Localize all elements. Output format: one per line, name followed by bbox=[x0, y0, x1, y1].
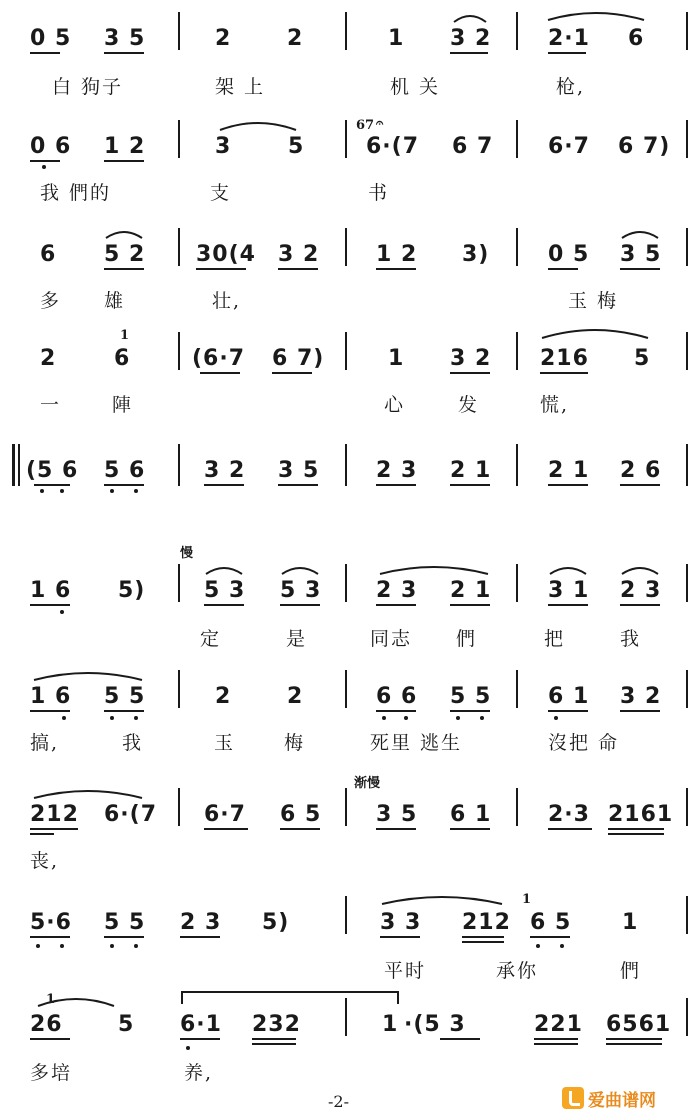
note: 3 1 bbox=[548, 578, 590, 603]
barline bbox=[345, 788, 347, 826]
lyric: 发 bbox=[458, 394, 480, 416]
lyric: 机 关 bbox=[390, 76, 441, 98]
note: 5) bbox=[262, 910, 290, 935]
note: 3 2 bbox=[620, 684, 662, 709]
note: 6 5 bbox=[530, 910, 572, 935]
note: 1 2 bbox=[104, 134, 146, 159]
note: 5·6 bbox=[30, 910, 72, 935]
note: 2 1 bbox=[450, 578, 492, 603]
underline bbox=[280, 604, 320, 606]
lyric: 玉 梅 bbox=[568, 290, 619, 312]
low-octave-dot bbox=[110, 716, 114, 720]
slur bbox=[378, 562, 490, 576]
slur bbox=[36, 994, 116, 1008]
lyric: 梅 bbox=[284, 732, 306, 754]
low-octave-dot bbox=[536, 944, 540, 948]
lyric: 枪, bbox=[556, 76, 586, 98]
underline bbox=[104, 936, 144, 938]
underline bbox=[104, 268, 144, 270]
note: (6·7 bbox=[192, 346, 246, 371]
underline bbox=[548, 52, 586, 54]
note: 2 bbox=[215, 684, 232, 709]
underline bbox=[30, 828, 78, 830]
score-row-7 bbox=[0, 666, 700, 766]
note: 6 7) bbox=[272, 346, 325, 371]
underline bbox=[548, 268, 578, 270]
barline bbox=[686, 444, 688, 486]
underline bbox=[104, 52, 144, 54]
note: 3 2 bbox=[450, 26, 492, 51]
score-row-6 bbox=[0, 540, 700, 650]
underline bbox=[104, 484, 144, 486]
underline bbox=[204, 604, 244, 606]
underline bbox=[440, 1038, 480, 1040]
underline bbox=[540, 372, 588, 374]
barline bbox=[345, 120, 347, 158]
lyric: 同志 bbox=[370, 628, 413, 650]
underline bbox=[620, 268, 660, 270]
underline bbox=[30, 833, 54, 835]
note: 2 bbox=[40, 346, 57, 371]
note: 1 bbox=[382, 1012, 399, 1037]
underline bbox=[376, 710, 416, 712]
lyric: 支 bbox=[210, 182, 232, 204]
note: 6 7 bbox=[452, 134, 494, 159]
slur bbox=[32, 668, 144, 682]
lyric: 把 bbox=[544, 628, 566, 650]
slur bbox=[218, 118, 298, 132]
site-logo-text: 爱曲谱网 bbox=[588, 1090, 656, 1111]
barline bbox=[686, 564, 688, 602]
slur bbox=[204, 562, 244, 576]
low-octave-dot bbox=[404, 716, 408, 720]
underline bbox=[252, 1038, 296, 1040]
note: 3 bbox=[215, 134, 232, 159]
note: 3 5 bbox=[376, 802, 418, 827]
underline bbox=[30, 52, 60, 54]
slur bbox=[104, 226, 144, 240]
note: 0 6 bbox=[30, 134, 72, 159]
note: 1 6 bbox=[30, 684, 72, 709]
note: 1 6 bbox=[30, 578, 72, 603]
note: 2 3 bbox=[376, 458, 418, 483]
barline bbox=[345, 332, 347, 370]
note: 3) bbox=[462, 242, 490, 267]
low-octave-dot bbox=[60, 610, 64, 614]
underline bbox=[204, 828, 248, 830]
low-octave-dot bbox=[62, 716, 66, 720]
score-row-8 bbox=[0, 768, 700, 872]
lyric: 沒把 命 bbox=[548, 732, 620, 754]
note: 5 bbox=[634, 346, 651, 371]
note: 3 5 bbox=[278, 458, 320, 483]
low-octave-dot bbox=[382, 716, 386, 720]
barline bbox=[516, 332, 518, 370]
underline bbox=[450, 372, 490, 374]
lyric: 陣 bbox=[112, 394, 134, 416]
underline bbox=[462, 941, 504, 943]
lyric: 搞, bbox=[30, 732, 60, 754]
score-row-3 bbox=[0, 216, 700, 316]
underline bbox=[620, 484, 660, 486]
note: 221 bbox=[534, 1012, 583, 1037]
barline bbox=[686, 120, 688, 158]
note: 6·(7 bbox=[104, 802, 158, 827]
lyric: 一 bbox=[40, 394, 62, 416]
slur bbox=[546, 8, 646, 22]
underline bbox=[450, 710, 490, 712]
underline bbox=[272, 372, 312, 374]
note: 232 bbox=[252, 1012, 301, 1037]
note: 6·(7 bbox=[366, 134, 420, 159]
note: 5 5 bbox=[104, 910, 146, 935]
barline bbox=[686, 896, 688, 934]
slur bbox=[620, 562, 660, 576]
underline bbox=[180, 936, 220, 938]
low-octave-dot bbox=[560, 944, 564, 948]
note: 5 3 bbox=[280, 578, 322, 603]
lyric: 心 bbox=[384, 394, 406, 416]
note: 2 bbox=[287, 26, 304, 51]
note: 6 6 bbox=[376, 684, 418, 709]
barline bbox=[516, 444, 518, 486]
note: 6 bbox=[628, 26, 645, 51]
note: 1 bbox=[388, 346, 405, 371]
underline bbox=[620, 710, 660, 712]
underline bbox=[620, 604, 660, 606]
note: 6561 bbox=[606, 1012, 672, 1037]
underline bbox=[530, 936, 570, 938]
underline bbox=[606, 1043, 662, 1045]
note: 5 2 bbox=[104, 242, 146, 267]
underline bbox=[450, 828, 490, 830]
note: 212 bbox=[462, 910, 511, 935]
underline bbox=[30, 604, 70, 606]
underline bbox=[450, 604, 490, 606]
barline bbox=[345, 896, 347, 934]
note: 5 6 bbox=[104, 458, 146, 483]
low-octave-dot bbox=[110, 944, 114, 948]
underline bbox=[252, 1043, 296, 1045]
note: 2·3 bbox=[548, 802, 590, 827]
note: 5 3 bbox=[204, 578, 246, 603]
lyric: 壮, bbox=[212, 290, 242, 312]
barline bbox=[686, 228, 688, 266]
low-octave-dot bbox=[134, 944, 138, 948]
underline bbox=[30, 710, 70, 712]
note: 6 7) bbox=[618, 134, 671, 159]
underline bbox=[534, 1038, 578, 1040]
note: 3 5 bbox=[104, 26, 146, 51]
low-octave-dot bbox=[36, 944, 40, 948]
lyric: 多培 bbox=[30, 1062, 73, 1084]
barline bbox=[178, 332, 180, 370]
slur bbox=[452, 10, 488, 24]
note: 2·1 bbox=[548, 26, 590, 51]
lyric: 定 bbox=[200, 628, 222, 650]
note: 6·1 bbox=[180, 1012, 222, 1037]
note: 6 1 bbox=[450, 802, 492, 827]
underline bbox=[104, 710, 144, 712]
slur bbox=[380, 892, 504, 906]
slur bbox=[548, 562, 588, 576]
note: ·(5 3 bbox=[404, 1012, 466, 1037]
repeat-barline bbox=[12, 444, 15, 486]
barline bbox=[516, 670, 518, 708]
barline bbox=[178, 120, 180, 158]
lyric: 平时 bbox=[384, 960, 427, 982]
note: 2 1 bbox=[548, 458, 590, 483]
low-octave-dot bbox=[40, 489, 44, 493]
note: 1 bbox=[622, 910, 639, 935]
barline bbox=[345, 564, 347, 602]
low-octave-dot bbox=[186, 1046, 190, 1050]
note: 5 5 bbox=[104, 684, 146, 709]
fermata-icon: 𝄐 bbox=[376, 116, 384, 131]
score-row-4 bbox=[0, 320, 700, 420]
lyric: 多 bbox=[40, 290, 62, 312]
note: 30(4 bbox=[196, 242, 256, 267]
note: 6 bbox=[40, 242, 57, 267]
underline bbox=[606, 1038, 662, 1040]
note: 216 bbox=[540, 346, 589, 371]
barline bbox=[178, 12, 180, 50]
underline bbox=[200, 372, 240, 374]
barline bbox=[686, 332, 688, 370]
low-octave-dot bbox=[134, 489, 138, 493]
note: 1 bbox=[388, 26, 405, 51]
note: 1 2 bbox=[376, 242, 418, 267]
score-row-5 bbox=[0, 432, 700, 532]
lyric: 慌, bbox=[540, 394, 570, 416]
note: 0 5 bbox=[30, 26, 72, 51]
lyric: 雄 bbox=[104, 290, 126, 312]
note: 6·7 bbox=[548, 134, 590, 159]
site-logo bbox=[562, 1086, 694, 1110]
note: 5 bbox=[118, 1012, 135, 1037]
note: 5 5 bbox=[450, 684, 492, 709]
underline bbox=[196, 268, 246, 270]
repeat-barline bbox=[18, 444, 20, 486]
underline bbox=[548, 828, 592, 830]
note: 5 bbox=[288, 134, 305, 159]
barline bbox=[516, 12, 518, 50]
note: 3 2 bbox=[204, 458, 246, 483]
note: 2 3 bbox=[376, 578, 418, 603]
underline bbox=[180, 1038, 220, 1040]
lyric: 玉 bbox=[214, 732, 236, 754]
barline bbox=[686, 788, 688, 826]
score-row-9 bbox=[0, 884, 700, 984]
grace-note: 1 bbox=[46, 992, 56, 1007]
barline bbox=[178, 444, 180, 486]
tempo-marking: 渐慢 bbox=[354, 776, 381, 791]
underline bbox=[376, 484, 416, 486]
low-octave-dot bbox=[456, 716, 460, 720]
note: 2 bbox=[287, 684, 304, 709]
underline bbox=[376, 268, 416, 270]
lyric: 丧, bbox=[30, 850, 60, 872]
score-row-1 bbox=[0, 0, 700, 100]
underline bbox=[34, 484, 70, 486]
barline bbox=[516, 564, 518, 602]
note: 0 5 bbox=[548, 242, 590, 267]
note: 2 3 bbox=[180, 910, 222, 935]
note: 212 bbox=[30, 802, 79, 827]
lyric: 我 們的 bbox=[40, 182, 112, 204]
note: 2 1 bbox=[450, 458, 492, 483]
note: 3 2 bbox=[450, 346, 492, 371]
underline bbox=[376, 828, 416, 830]
note: 3 2 bbox=[278, 242, 320, 267]
underline bbox=[204, 484, 244, 486]
note: 3 5 bbox=[620, 242, 662, 267]
note: 2161 bbox=[608, 802, 674, 827]
note: 3 3 bbox=[380, 910, 422, 935]
barline bbox=[345, 444, 347, 486]
slur bbox=[620, 226, 660, 240]
barline bbox=[178, 564, 180, 602]
underline bbox=[380, 936, 420, 938]
underline bbox=[450, 484, 490, 486]
low-octave-dot bbox=[42, 165, 46, 169]
lyric: 养, bbox=[184, 1062, 214, 1084]
note: 26 bbox=[30, 1012, 63, 1037]
slur bbox=[280, 562, 320, 576]
barline bbox=[178, 670, 180, 708]
underline bbox=[280, 828, 320, 830]
lyric: 承你 bbox=[496, 960, 539, 982]
underline bbox=[608, 833, 664, 835]
barline bbox=[516, 788, 518, 826]
barline bbox=[686, 670, 688, 708]
lyric: 架 上 bbox=[215, 76, 266, 98]
barline bbox=[178, 228, 180, 266]
underline bbox=[534, 1043, 578, 1045]
page-number: -2- bbox=[328, 1092, 349, 1111]
underline bbox=[608, 828, 664, 830]
note: 6 bbox=[114, 346, 131, 371]
note: 6·7 bbox=[204, 802, 246, 827]
low-octave-dot bbox=[134, 716, 138, 720]
lyric: 书 bbox=[368, 182, 390, 204]
note: 6 1 bbox=[548, 684, 590, 709]
low-octave-dot bbox=[110, 489, 114, 493]
score-row-10 bbox=[0, 986, 700, 1086]
note: 6 5 bbox=[280, 802, 322, 827]
score-row-2 bbox=[0, 108, 700, 208]
underline bbox=[462, 936, 504, 938]
underline bbox=[548, 710, 588, 712]
note: (5 6 bbox=[26, 458, 79, 483]
low-octave-dot bbox=[60, 489, 64, 493]
low-octave-dot bbox=[480, 716, 484, 720]
lyric: 我 bbox=[620, 628, 642, 650]
underline bbox=[104, 160, 144, 162]
underline bbox=[278, 268, 318, 270]
barline bbox=[345, 228, 347, 266]
grace-notes: 67 bbox=[356, 118, 375, 133]
underline bbox=[548, 484, 588, 486]
underline bbox=[30, 1038, 70, 1040]
lyric: 死里 逃生 bbox=[370, 732, 463, 754]
underline bbox=[30, 160, 60, 162]
grace-note: 1 bbox=[120, 328, 130, 343]
lyric: 我 bbox=[122, 732, 144, 754]
slur bbox=[32, 786, 144, 800]
underline bbox=[548, 604, 588, 606]
music-note-badge-icon bbox=[562, 1087, 584, 1109]
note: 2 6 bbox=[620, 458, 662, 483]
note: 2 bbox=[215, 26, 232, 51]
low-octave-dot bbox=[554, 716, 558, 720]
underline bbox=[450, 52, 488, 54]
grace-note: 1 bbox=[522, 892, 532, 907]
barline bbox=[516, 228, 518, 266]
underline bbox=[278, 484, 318, 486]
lyric: 是 bbox=[286, 628, 308, 650]
note: 2 3 bbox=[620, 578, 662, 603]
barline bbox=[345, 12, 347, 50]
barline bbox=[516, 120, 518, 158]
underline bbox=[30, 936, 70, 938]
barline bbox=[345, 670, 347, 708]
tempo-marking: 慢 bbox=[180, 546, 194, 561]
lyric: 們 bbox=[620, 960, 642, 982]
slur bbox=[180, 988, 400, 1006]
barline bbox=[686, 998, 688, 1036]
slur bbox=[540, 324, 650, 340]
lyric: 們 bbox=[456, 628, 478, 650]
lyric: 白 狗子 bbox=[52, 76, 124, 98]
barline bbox=[686, 12, 688, 50]
note: 5) bbox=[118, 578, 146, 603]
underline bbox=[376, 604, 416, 606]
low-octave-dot bbox=[60, 944, 64, 948]
barline bbox=[178, 788, 180, 826]
